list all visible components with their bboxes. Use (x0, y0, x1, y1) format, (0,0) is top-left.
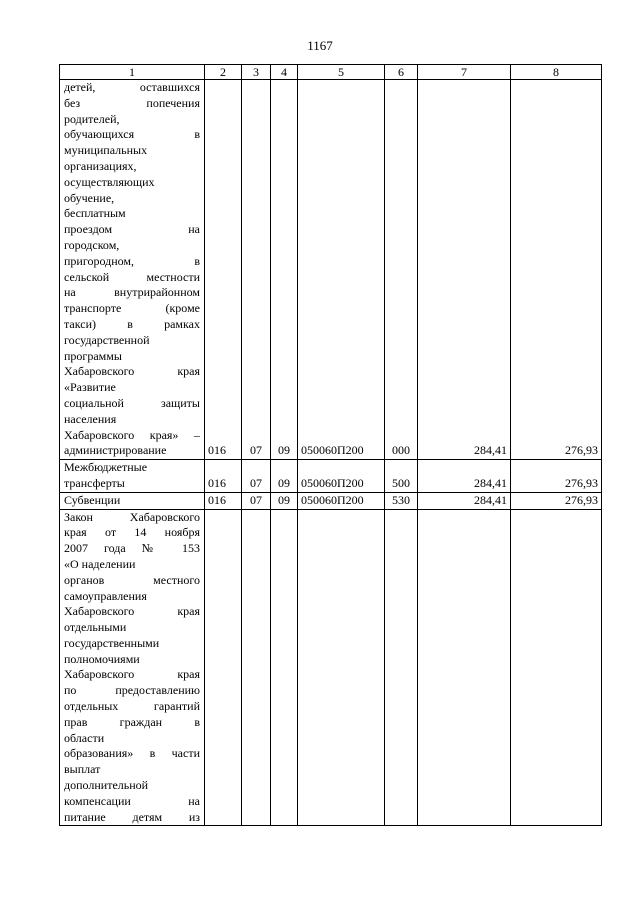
description-line: социальной защиты (64, 395, 200, 410)
table-header-row (60, 65, 602, 80)
description-line: прав граждан в (64, 714, 200, 729)
description-line: муниципальных (64, 143, 148, 158)
cell-subsection: 09 (271, 492, 298, 509)
table-row (60, 80, 602, 460)
description-line: на внутрирайонном (64, 285, 200, 300)
column-header: 5 (298, 65, 385, 80)
cell-section: 07 (242, 460, 271, 493)
description-line: Межбюджетные (64, 460, 148, 475)
description-line: осуществляющих (64, 174, 155, 189)
table-row (60, 460, 602, 493)
cell-ministry-code: 016 (205, 460, 242, 493)
description-line: 2007 года № 153 (64, 541, 200, 556)
description-line: организациях, (64, 158, 137, 173)
description-line: питание детям из (64, 809, 200, 824)
cell-amount-1 (418, 509, 511, 826)
cell-subsection: 09 (271, 460, 298, 493)
cell-expense-type (385, 509, 418, 826)
cell-section (242, 509, 271, 826)
description-line: пригородном, в (64, 253, 200, 268)
table-row (60, 492, 602, 509)
description-line: проездом на (64, 222, 200, 237)
cell-amount-2: 276,93 (511, 460, 602, 493)
description-line: образования» в части (64, 746, 200, 761)
description-line: выплат (64, 762, 101, 777)
description-line: детей, оставшихся (64, 80, 200, 94)
cell-expense-type: 000 (385, 80, 418, 460)
row-description (60, 460, 205, 493)
cell-ministry-code: 016 (205, 80, 242, 460)
description-line: края от 14 ноября (64, 525, 200, 540)
description-line: Субвенции (64, 492, 121, 507)
cell-target-item: 050060П200 (298, 80, 385, 460)
description-line: по предоставлению (64, 683, 200, 698)
description-line: транспорте (кроме (64, 301, 200, 316)
cell-target-item: 050060П200 (298, 492, 385, 509)
cell-expense-type: 530 (385, 492, 418, 509)
description-line: населения (64, 411, 117, 426)
cell-amount-2 (511, 509, 602, 826)
description-line: полномочиями (64, 651, 140, 666)
description-line: родителей, (64, 111, 120, 126)
column-header: 1 (60, 65, 205, 80)
page-number: 1167 (307, 38, 333, 53)
cell-amount-1: 284,41 (418, 80, 511, 460)
row-description (60, 492, 205, 509)
description-line: такси) в рамках (64, 316, 200, 331)
description-line: обучающихся в (64, 127, 200, 142)
description-line: городском, (64, 237, 120, 252)
cell-amount-1: 284,41 (418, 492, 511, 509)
cell-section: 07 (242, 80, 271, 460)
description-line: государственными (64, 635, 160, 650)
column-header: 7 (418, 65, 511, 80)
column-header: 3 (242, 65, 271, 80)
column-header: 8 (511, 65, 602, 80)
description-line: Хабаровского края (64, 667, 200, 682)
description-line: администрирование (64, 443, 167, 458)
table-row (60, 509, 602, 826)
cell-target-item: 050060П200 (298, 460, 385, 493)
description-line: органов местного (64, 572, 200, 587)
column-header: 4 (271, 65, 298, 80)
description-line: дополнительной (64, 778, 149, 793)
description-line: компенсации на (64, 793, 200, 808)
description-line: Закон Хабаровского (64, 509, 200, 524)
description-line: Хабаровского края (64, 364, 200, 379)
cell-section: 07 (242, 492, 271, 509)
description-line: бесплатным (64, 206, 126, 221)
description-line: без попечения (64, 95, 200, 110)
budget-table (59, 64, 602, 826)
row-description (60, 509, 205, 826)
cell-expense-type: 500 (385, 460, 418, 493)
description-line: области (64, 730, 105, 745)
cell-amount-2: 276,93 (511, 492, 602, 509)
row-description (60, 80, 205, 460)
description-line: самоуправления (64, 588, 147, 603)
cell-subsection: 09 (271, 80, 298, 460)
cell-ministry-code: 016 (205, 492, 242, 509)
description-line: Хабаровского края» – (64, 427, 200, 442)
description-line: «О наделении (64, 556, 136, 571)
description-line: отдельных гарантий (64, 699, 200, 714)
description-line: отдельными (64, 620, 127, 635)
column-header: 6 (385, 65, 418, 80)
description-line: программы (64, 348, 122, 363)
description-line: трансферты (64, 475, 125, 490)
column-header: 2 (205, 65, 242, 80)
description-line: государственной (64, 332, 150, 347)
description-line: обучение, (64, 190, 115, 205)
cell-target-item (298, 509, 385, 826)
cell-subsection (271, 509, 298, 826)
cell-amount-2: 276,93 (511, 80, 602, 460)
description-line: «Развитие (64, 380, 116, 395)
cell-ministry-code (205, 509, 242, 826)
cell-amount-1: 284,41 (418, 460, 511, 493)
description-line: сельской местности (64, 269, 200, 284)
description-line: Хабаровского края (64, 604, 200, 619)
